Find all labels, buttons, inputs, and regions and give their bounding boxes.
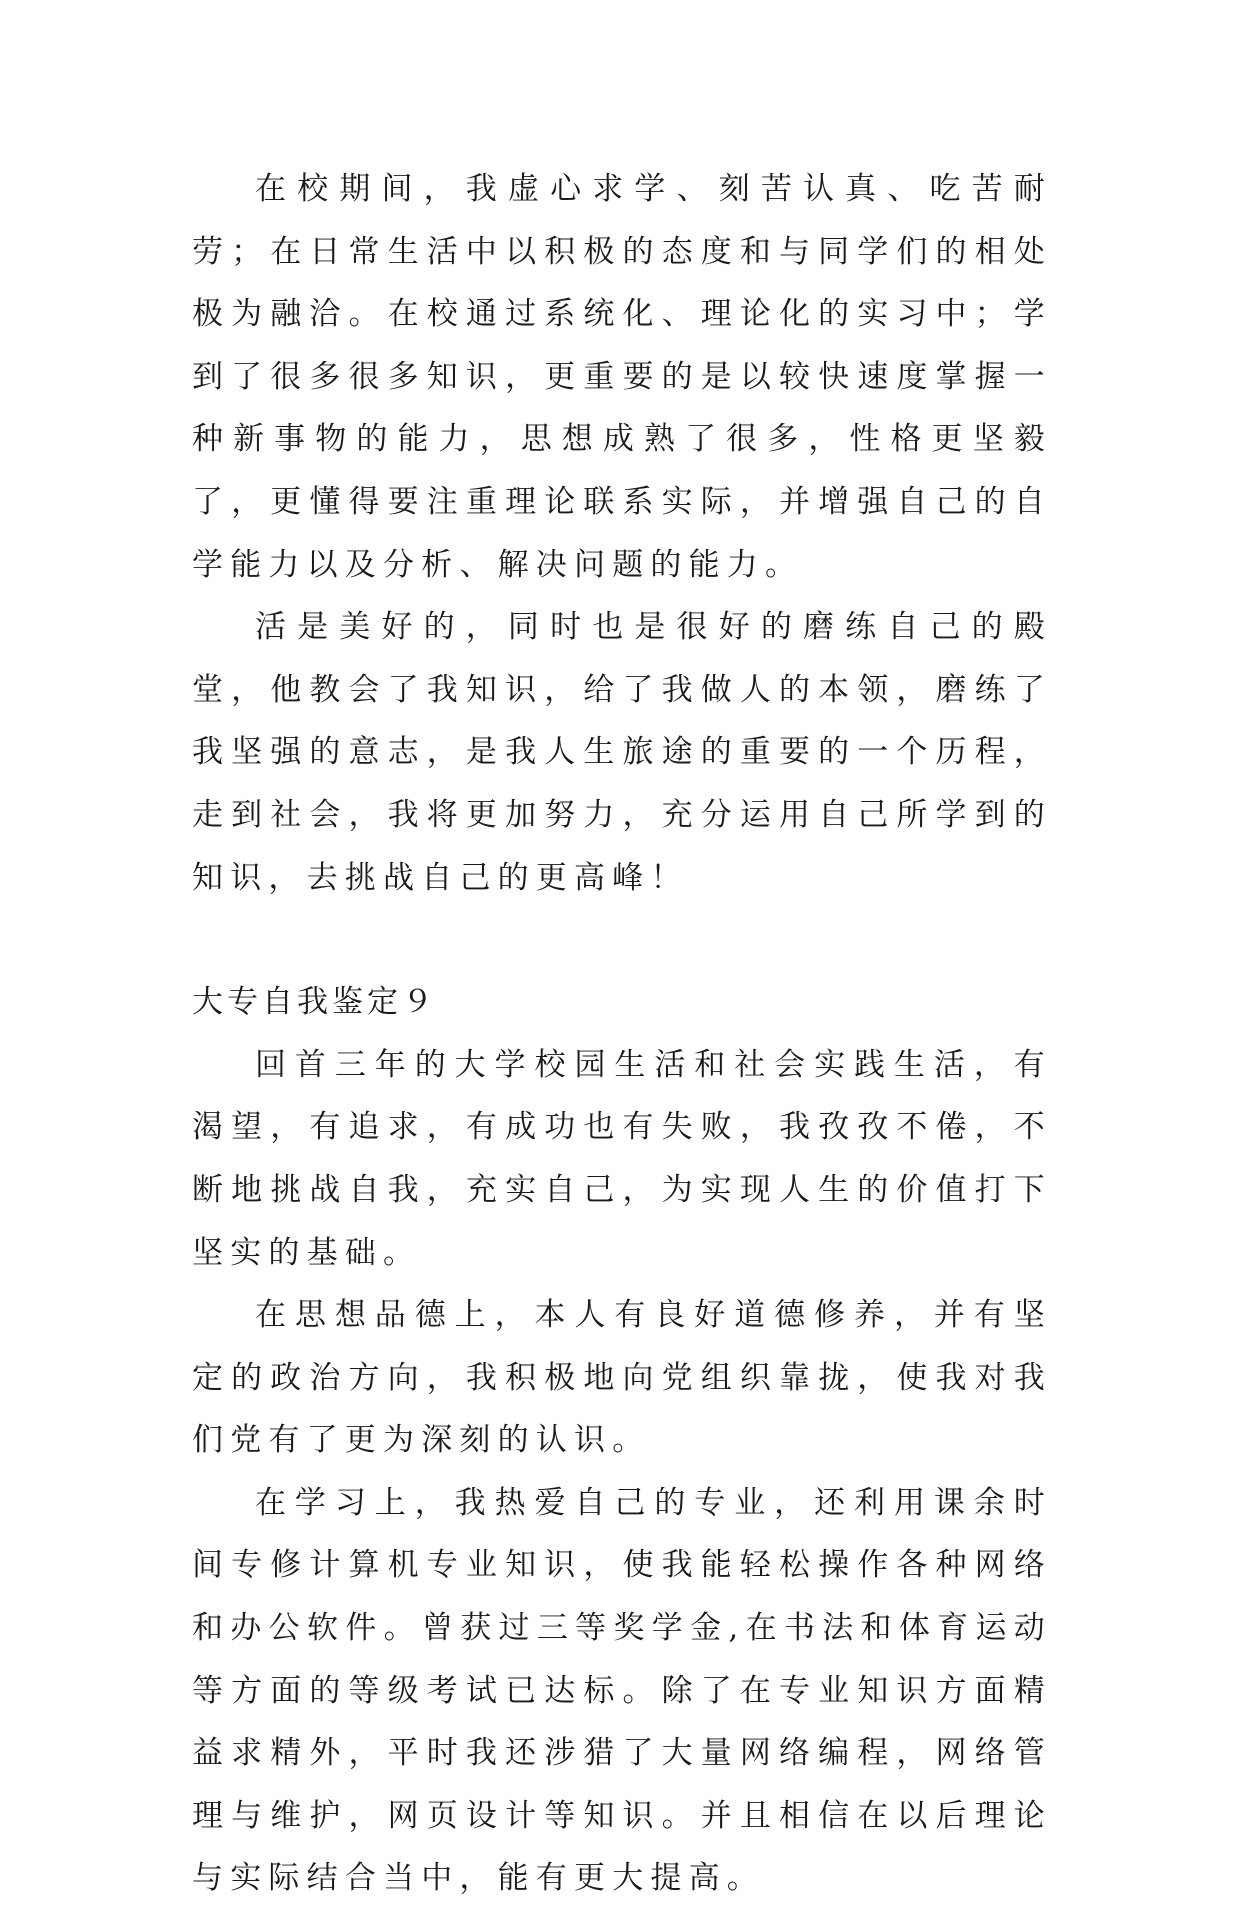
paragraph-campus-study: 在校期间，我虚心求学、刻苦认真、吃苦耐劳；在日常生活中以积极的态度和与同学们的相处极为融洽。在校通过系统化、理论化的实习中；学到了很多很多知识，更重要的是以较快速度掌握一种新事物的能力，思想成熟了很多，性格更坚毅了，更懂得要注重理论联系实际，并增强自己的自学能力以及分析、解决问题的能力。 bbox=[192, 171, 1052, 583]
paragraph-moral-character: 在思想品德上，本人有良好道德修养，并有坚定的政治方向，我积极地向党组织靠拢，使我对我们党有了更为深刻的认识。 bbox=[192, 1297, 1052, 1459]
section-spacer bbox=[192, 909, 1052, 971]
section-heading: 大专自我鉴定９ bbox=[192, 984, 437, 1021]
paragraph-life-reflection: 活是美好的，同时也是很好的磨练自己的殿堂，他教会了我知识，给了我做人的本领，磨练了我坚强的意志，是我人生旅途的重要的一个历程，走到社会，我将更加努力，充分运用自己所学到的知识，去挑战自己的更高峰！ bbox=[192, 609, 1052, 896]
document-page bbox=[192, 158, 1052, 1910]
paragraph-study: 在学习上，我热爱自己的专业，还利用课余时间专修计算机专业知识，使我能轻松操作各种网络和办公软件。曾获过三等奖学金,在书法和体育运动等方面的等级考试已达标。除了在专业知识方面精益求精外，平时我还涉猎了大量网络编程，网络管理与维护，网页设计等知识。并且相信在以后理论与实际结合当中，能有更大提高。 bbox=[192, 1484, 1052, 1897]
paragraph-three-years: 回首三年的大学校园生活和社会实践生活，有渴望，有追求，有成功也有失败，我孜孜不倦，不断地挑战自我，充实自己，为实现人生的价值打下坚实的基础。 bbox=[192, 1046, 1052, 1271]
